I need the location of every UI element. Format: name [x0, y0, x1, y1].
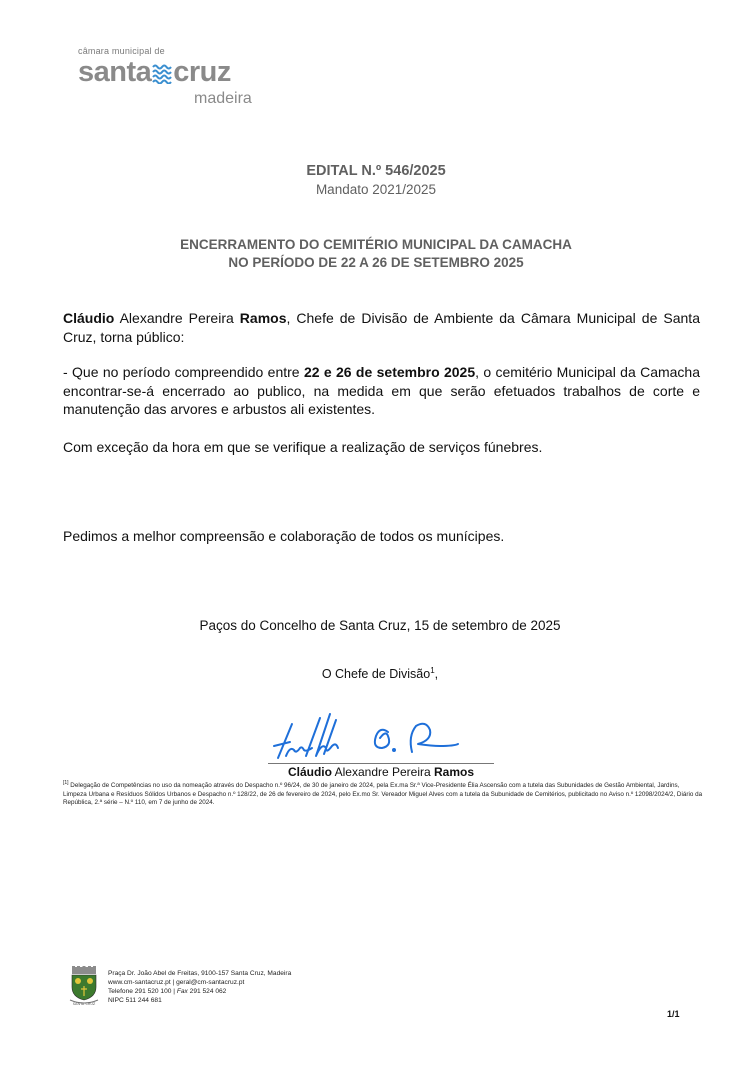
crest-label: SANTA CRUZ — [72, 1002, 96, 1006]
signature-line — [268, 763, 494, 764]
fax-label: Fax — [176, 988, 188, 995]
separator: | — [171, 988, 177, 995]
paragraph-exception: Com exceção da hora em que se verifique a realização de serviços fúnebres. — [63, 439, 543, 455]
email-link[interactable]: geral@cm-santacruz.pt — [176, 979, 245, 986]
announcer-role: , Chefe de Divisão de Ambiente da Câmara Municipal de Santa Cruz, torna público: — [63, 310, 700, 345]
signer-name — [0, 765, 752, 779]
role-label: O Chefe de Divisão — [321, 667, 431, 682]
logo-wordmark — [78, 56, 231, 89]
paragraph-announcer — [63, 309, 700, 346]
signature-image — [270, 712, 490, 764]
signer-role — [4, 666, 752, 681]
footnote-text: Delegação de Competências no uso da nomeação através do Despacho n.º 96/24, de 30 de janeiro de 2024, pela Ex.ma Sr.ª Vice-Presidente Élia Ascensão com a tutela das Subunidades de Gestão Ambiental, Jardins, Limpeza Urbana e Resíduos Sólidos Urbanos e Despacho n.º 128/22, de 26 de fevereiro de 2024, pelo Ex.mo Sr. Vereador Miguel Alves com a tutela da Subunidade de Cemitérios, publicitado no Aviso n.º 12098/2024/2, Diário da República, 2.ª série – N.º 110, em 7 de junho de 2024. — [63, 782, 703, 807]
web-email-line — [108, 978, 291, 987]
phone-fax-line — [108, 987, 291, 996]
nipc: NIPC 511 244 681 — [108, 997, 162, 1004]
announcer-last-name: Ramos — [239, 310, 287, 326]
coat-of-arms-icon — [66, 966, 102, 1006]
paragraph-closure — [63, 363, 700, 419]
closure-intro: - Que no período compreendido entre — [63, 364, 304, 380]
address: Praça Dr. João Abel de Freitas, 9100-157 Santa Cruz, Madeira — [108, 970, 292, 977]
logo-subtitle: madeira — [194, 90, 252, 107]
edital-number: EDITAL N.º 546/2025 — [306, 163, 446, 179]
announcer-middle-names: Alexandre Pereira — [114, 310, 240, 326]
footnote-reference[interactable]: 1 — [430, 666, 435, 675]
signer-middle-names: Alexandre Pereira — [331, 765, 435, 779]
closure-details: , o cemitério Municipal da Camacha encontrar-se-á encerrado ao publico, na medida em que serão efetuados trabalhos de corte e manutenção das arvores e arbustos ali existentes. — [63, 364, 700, 417]
place-and-date: Paços do Concelho de Santa Cruz, 15 de setembro de 2025 — [199, 618, 561, 633]
logo-word-santa: santa — [78, 56, 152, 88]
contact-block — [108, 969, 291, 1005]
waves-icon — [152, 62, 172, 84]
page-number: 1/1 — [667, 1009, 680, 1019]
logo-caption: câmara municipal de — [78, 46, 165, 56]
phone: Telefone 291 520 100 — [108, 988, 172, 995]
edital-subject — [0, 236, 752, 272]
signer-first-name: Cláudio — [287, 765, 332, 779]
fax-number: 291 524 062 — [187, 988, 227, 995]
subject-line-2: NO PERÍODO DE 22 A 26 DE SETEMBRO 2025 — [228, 255, 524, 270]
paragraph-request: Pedimos a melhor compreensão e colaboração de todos os munícipes. — [63, 528, 505, 544]
website-link[interactable]: www.cm-santacruz.pt — [108, 979, 171, 986]
mandate: Mandato 2021/2025 — [315, 182, 437, 197]
logo-word-cruz: cruz — [173, 56, 231, 88]
footnote — [63, 779, 703, 808]
municipality-logo — [78, 46, 268, 110]
separator: | — [170, 979, 177, 986]
announcer-first-name: Cláudio — [63, 310, 115, 326]
role-suffix: , — [434, 667, 439, 682]
footnote-marker: [1] — [63, 780, 69, 786]
subject-line-1: ENCERRAMENTO DO CEMITÉRIO MUNICIPAL DA CAMACHA — [180, 237, 572, 252]
signer-last-name: Ramos — [434, 765, 475, 779]
closure-dates: 22 e 26 de setembro 2025 — [303, 364, 476, 380]
